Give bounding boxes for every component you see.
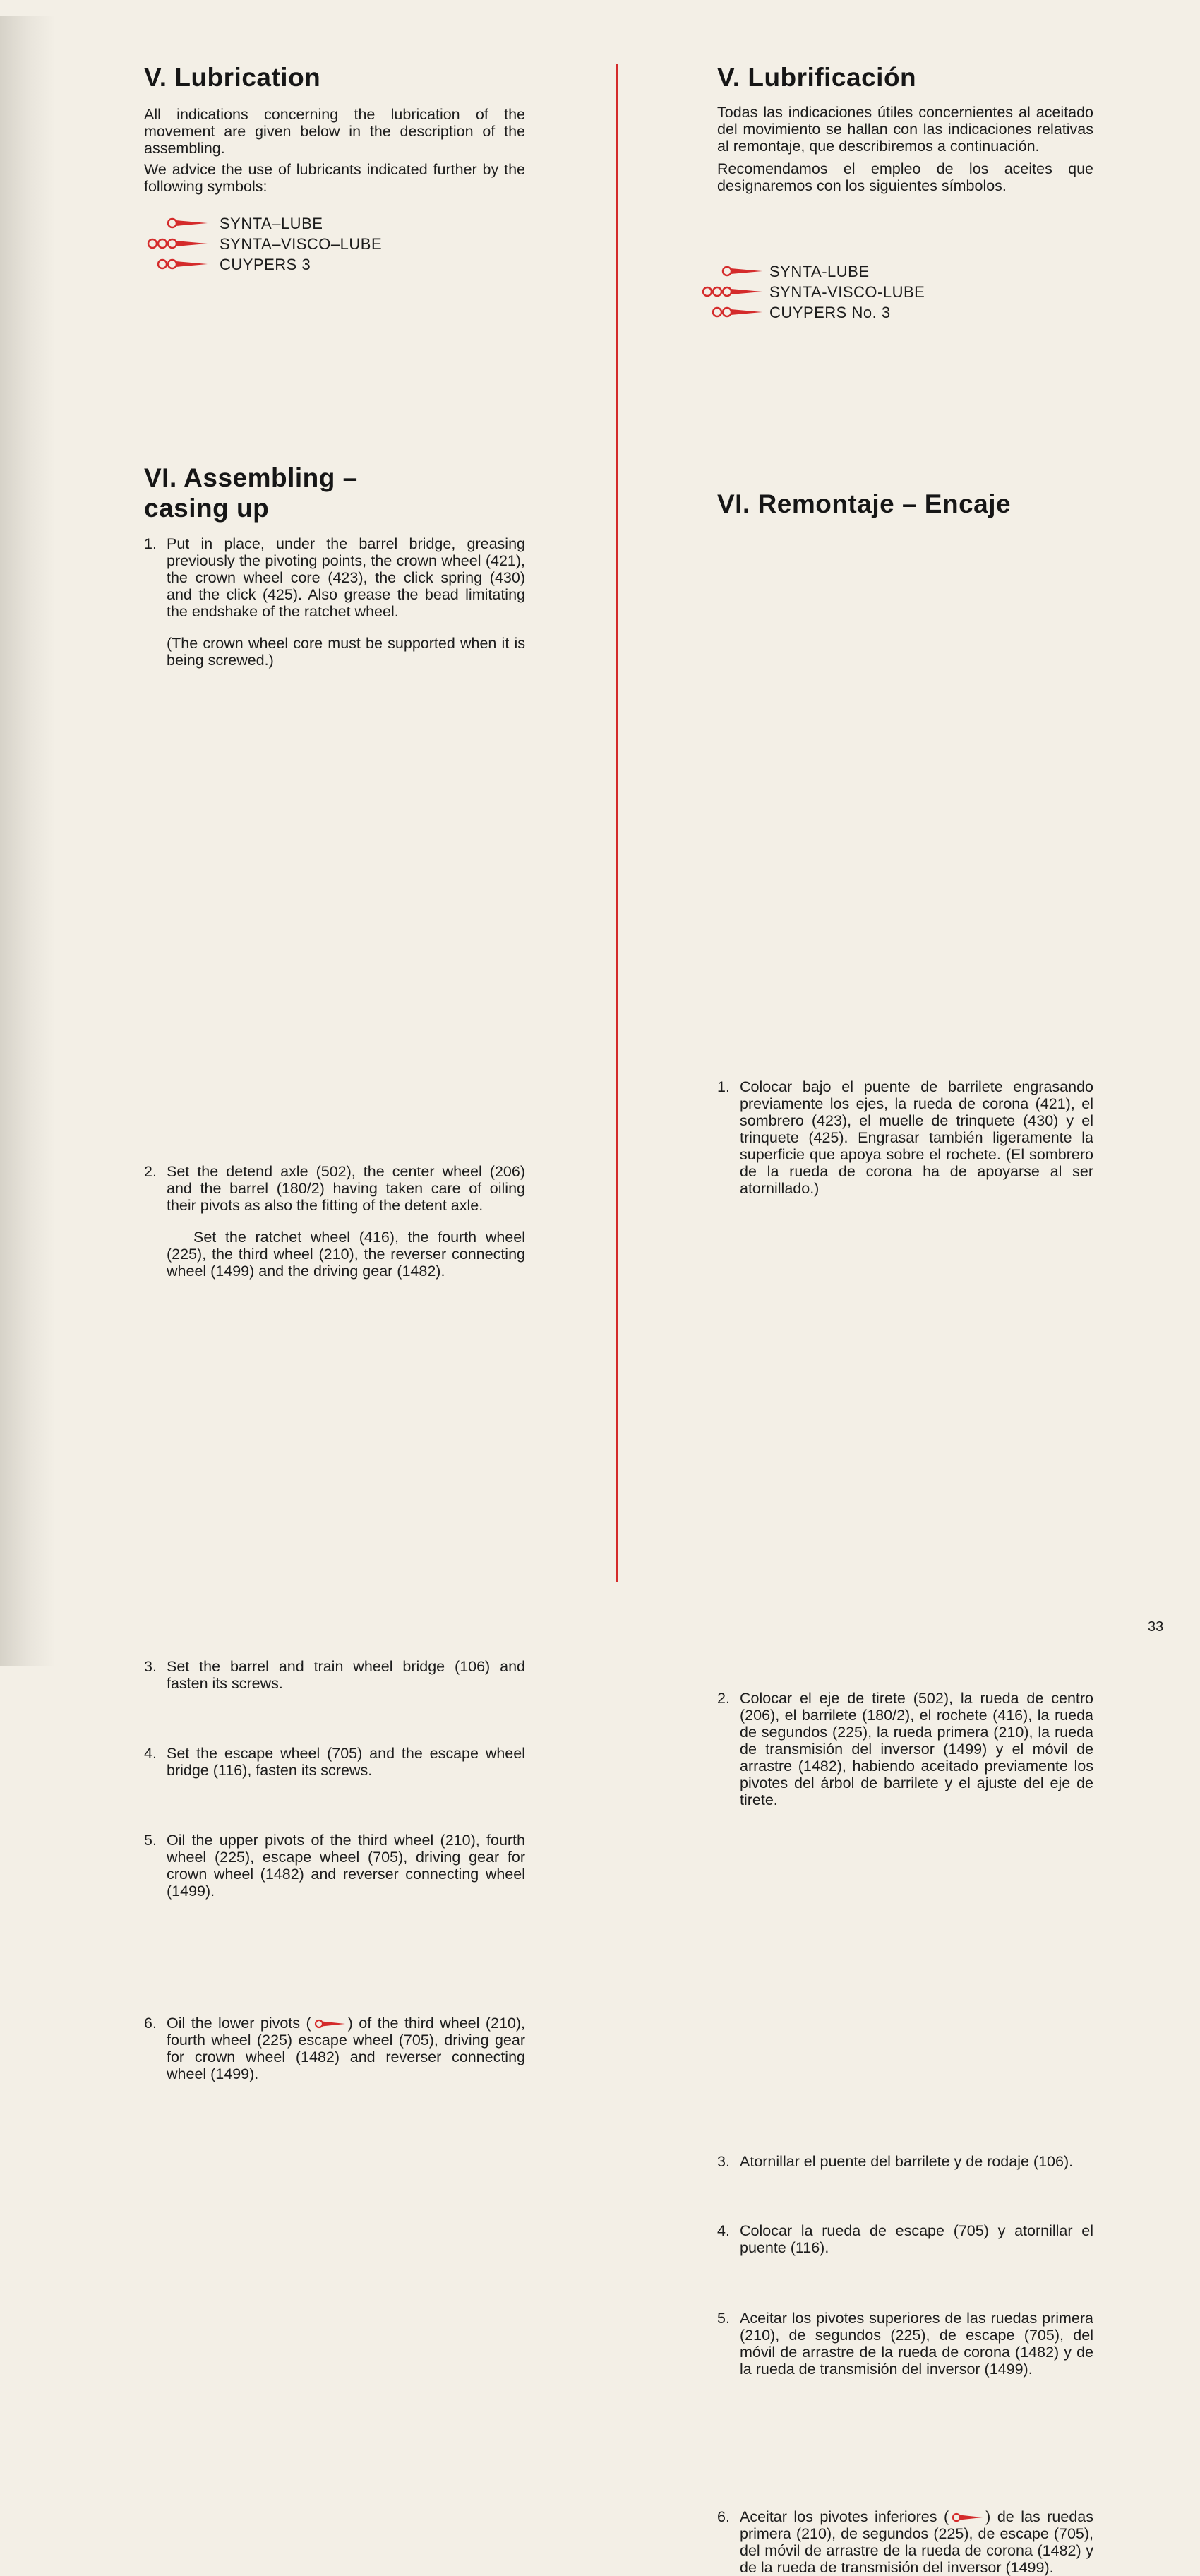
lubricant-name: SYNTA-LUBE — [769, 262, 870, 280]
oil-drop-triple-icon — [702, 286, 762, 297]
lubricant-item — [697, 302, 1050, 323]
step-text: Set the escape wheel (705) and the escape wheel bridge (116), fasten its screws. — [167, 1745, 525, 1779]
step-text: Set the barrel and train wheel bridge (106) and fasten its screws. — [167, 1657, 525, 1692]
step-6-es — [717, 2508, 1093, 2576]
oil-drop-triple-icon — [147, 238, 208, 249]
lubrication-section-es — [717, 62, 1093, 194]
step-number: 6. — [144, 2015, 157, 2032]
step-text-after-symbol: ) of the third wheel (210), fourth wheel (225) escape wheel (705), driving gear for crown wheel (1482) and reverser connecting wheel (1499). — [167, 2015, 525, 2082]
lubrication-paragraph-2-en: We advice the use of lubricants indicated further by the following symbols: — [144, 160, 525, 195]
lubricant-name: SYNTA–LUBE — [220, 214, 323, 232]
oil-drop-double-icon — [712, 306, 762, 318]
oil-drop-single-icon — [721, 266, 762, 277]
lubrication-paragraph-2-es: Recomendamos el empleo de los aceites que designaremos con los siguientes símbolos. — [717, 160, 1093, 194]
step-4-es — [717, 2222, 1093, 2256]
step-6-en — [144, 2015, 525, 2082]
column-divider — [616, 64, 618, 1582]
lubrication-paragraph-1-en: All indications concerning the lubrication of the movement are given below in the description of the assembling. — [144, 105, 525, 157]
lubrication-paragraph-1-es: Todas las indicaciones útiles concernientes al aceitado del movimiento se hallan con las indicaciones relativas al remontaje, que describiremos a continuación. — [717, 103, 1093, 155]
step-text — [740, 2508, 1093, 2576]
lubricant-name: CUYPERS No. 3 — [769, 303, 891, 321]
step-number: 1. — [144, 535, 157, 552]
step-text: Aceitar los pivotes superiores de las ruedas primera (210), de segundos (225), de escape (705), del móvil de arrastre de la rueda de corona (1482) y de la rueda de transmisión del inversor (1499). — [740, 2309, 1093, 2378]
lubricant-item — [144, 213, 497, 234]
step-number: 5. — [144, 1831, 157, 1849]
oil-drop-double-icon — [157, 258, 208, 270]
step-2-es — [717, 1690, 1093, 1808]
lubrication-title-es: V. Lubrificación — [717, 62, 917, 92]
assembling-title-line-1-en: VI. Assembling – — [144, 463, 358, 492]
oil-drop-single-icon — [314, 2019, 345, 2029]
step-note: (The crown wheel core must be supported when it is being screwed.) — [167, 635, 525, 669]
assembling-title-es — [717, 489, 1093, 519]
lubricant-name: SYNTA-VISCO-LUBE — [769, 282, 925, 301]
step-text: Set the detend axle (502), the center wheel (206) and the barrel (180/2) having taken care of oiling their pivots as also the fitting of the detent axle. — [167, 1162, 525, 1214]
step-number: 1. — [717, 1078, 730, 1095]
assembling-title-line-2-en: casing up — [144, 493, 270, 523]
step-text: Put in place, under the barrel bridge, greasing previously the pivoting points, the crown wheel (421), the crown wheel core (423), the click spring (430) and the click (425). Also grease the bead limitating the endshake of the ratchet wheel. — [167, 535, 525, 620]
step-text: Colocar bajo el puente de barrilete engrasando previamente los ejes, la rueda de corona (421), el sombrero (423), el muelle de trinquete (430) y el trinquete (425). Engrasar también ligeramente la superficie que apoya sobre el rochete. (El sombrero de la rueda de corona ha de apoyarse al ser atornillado.) — [740, 1078, 1093, 1197]
step-number: 2. — [144, 1162, 157, 1180]
step-text-before-symbol: Aceitar los pivotes inferiores ( — [740, 2508, 949, 2525]
lubrication-title-en: V. Lubrication — [144, 62, 321, 92]
lubricant-name: CUYPERS 3 — [220, 255, 311, 273]
step-text: Colocar el eje de tirete (502), la rueda de centro (206), el barrilete (180/2), el rochete (416), la rueda de segundos (225), la rueda primera (210), la rueda de transmisión del inversor (1499) y el móvil de arrastre (1482), habiendo aceitado previamente los pivotes del árbol de barrilete y el ajuste del eje de tirete. — [740, 1690, 1093, 1808]
step-3-es — [717, 2153, 1093, 2170]
step-1-en — [144, 535, 525, 669]
lubricant-list-es — [697, 261, 1050, 323]
page-number: 33 — [1148, 1618, 1164, 1635]
oil-drop-single-icon — [167, 217, 208, 229]
step-text: Colocar la rueda de escape (705) y atornillar el puente (116). — [740, 2222, 1093, 2256]
step-1-es — [717, 1078, 1093, 1197]
step-text: Oil the upper pivots of the third wheel (210), fourth wheel (225), escape wheel (705), driving gear for crown wheel (1482) and reverser connecting wheel (1499). — [167, 1831, 525, 1900]
assembling-title-line-es: VI. Remontaje – Encaje — [717, 489, 1012, 518]
lubricant-item — [697, 261, 1050, 282]
lubricant-name: SYNTA–VISCO–LUBE — [220, 234, 383, 253]
step-number: 4. — [144, 1745, 157, 1762]
step-number: 4. — [717, 2222, 730, 2239]
step-number: 2. — [717, 1690, 730, 1707]
step-number: 3. — [717, 2152, 730, 2170]
step-text: Atornillar el puente del barrilete y de rodaje (106). — [740, 2152, 1074, 2170]
page-binding-shadow — [0, 16, 55, 1666]
step-text-continued: Set the ratchet wheel (416), the fourth wheel (225), the third wheel (210), the reverser connecting wheel (1499) and the driving gear (1482). — [167, 1229, 525, 1280]
lubricant-list-en — [144, 213, 497, 275]
assembling-title-en — [144, 463, 525, 523]
step-4-en — [144, 1745, 525, 1779]
step-3-en — [144, 1658, 525, 1692]
step-5-es — [717, 2310, 1093, 2378]
step-number: 3. — [144, 1657, 157, 1675]
lubricant-item — [144, 254, 497, 275]
step-text-before-symbol: Oil the lower pivots ( — [167, 2015, 311, 2032]
step-text — [167, 2015, 525, 2082]
lubrication-section-en — [144, 62, 525, 195]
step-5-en — [144, 1832, 525, 1900]
step-2-en — [144, 1163, 525, 1280]
step-text-after-symbol: ) de las ruedas primera (210), de segundos (225), de escape (705), del móvil de arrastre de la rueda de corona (1482) y de la rueda de transmisión del inversor (1499). — [740, 2508, 1094, 2576]
lubricant-item — [144, 234, 497, 254]
lubricant-item — [697, 282, 1050, 302]
step-number: 5. — [717, 2309, 730, 2327]
oil-drop-single-icon — [952, 2512, 983, 2522]
step-number: 6. — [717, 2508, 730, 2525]
